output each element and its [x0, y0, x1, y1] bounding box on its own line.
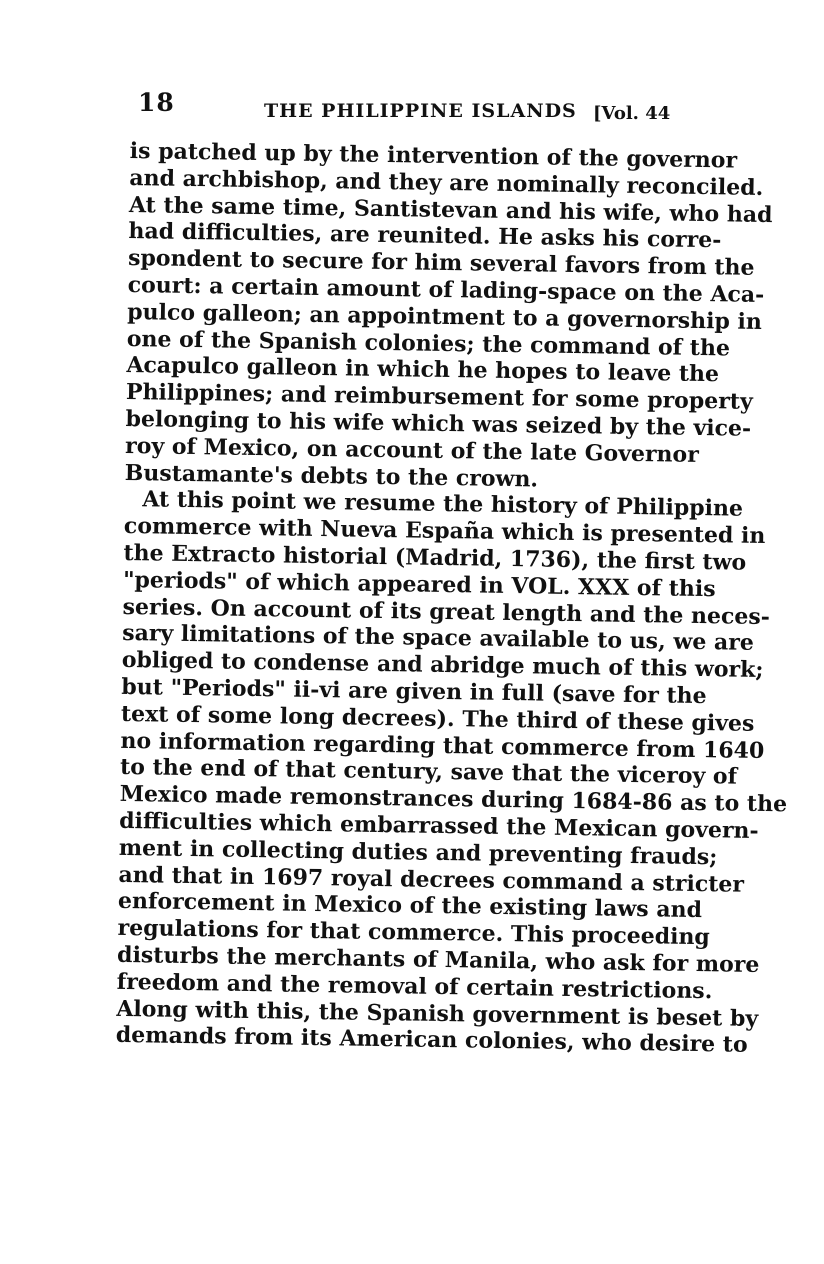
text-line: series. On account of its great length and the neces- [122, 593, 771, 630]
page-header [128, 84, 688, 124]
text-line: difficulties which embarrassed the Mexican govern- [119, 807, 759, 844]
text-line: to the end of that century, save that the viceroy of [119, 754, 738, 790]
text-line: the Extracto historial (Madrid, 1736), the first two [123, 539, 747, 576]
running-title: THE PHILIPPINE ISLANDS [264, 100, 577, 122]
text-line: one of the Spanish colonies; the command of the [126, 325, 731, 362]
text-line: freedom and the removal of certain restrictions. [116, 968, 713, 1004]
text-line: Bustamante's debts to the crown. [124, 459, 539, 493]
text-line: and archbishop, and they are nominally reconciled. [129, 164, 764, 201]
text-line: had difficulties, are reunited. He asks his corre- [128, 218, 722, 254]
text-line: sary limitations of the space available to us, we are [122, 620, 755, 657]
page-number: 18 [138, 88, 175, 117]
text-line: is patched up by the intervention of the governor [129, 138, 738, 174]
text-line: no information regarding that commerce from 1640 [120, 727, 765, 764]
text-line: and that in 1697 royal decrees command a stricter [118, 861, 745, 898]
text-line: At the same time, Santistevan and his wife, who had [128, 191, 773, 228]
text-line: commerce with Nueva España which is presented in [123, 513, 766, 550]
text-line: regulations for that commerce. This proceeding [117, 915, 711, 951]
body-text [115, 138, 788, 1059]
text-line: belonging to his wife which was seized by the vice- [125, 405, 752, 442]
text-line: obliged to condense and abridge much of this work; [121, 647, 764, 684]
text-line: Acapulco galleon in which he hopes to leave the [126, 352, 720, 388]
text-line: spondent to secure for him several favors from the [127, 245, 755, 282]
text-line: roy of Mexico, on account of the late Governor [124, 432, 700, 468]
text-line: ment in collecting duties and preventing frauds; [118, 834, 718, 871]
text-line: At this point we resume the history of Philippine [142, 486, 744, 523]
text-line: demands from its American colonies, who desire to [115, 1022, 748, 1059]
text-line: disturbs the merchants of Manila, who ask for more [116, 941, 760, 978]
text-line: but "Periods" ii-vi are given in full (save for the [121, 673, 707, 710]
text-line: Along with this, the Spanish government is beset by [116, 995, 759, 1032]
text-line: Philippines; and reimbursement for some property [125, 379, 753, 415]
text-line: pulco galleon; an appointment to a governorship in [127, 298, 763, 335]
text-line: enforcement in Mexico of the existing laws and [117, 888, 703, 924]
text-line: text of some long decrees). The third of these gives [120, 700, 755, 737]
text-line: "periods" of which appeared in VOL. XXX of this [122, 566, 716, 603]
text-line: Mexico made remonstrances during 1684-86 as to the [119, 781, 788, 818]
text-line: court: a certain amount of lading-space on the Aca- [127, 271, 765, 308]
volume-label: [Vol. 44 [593, 103, 671, 124]
